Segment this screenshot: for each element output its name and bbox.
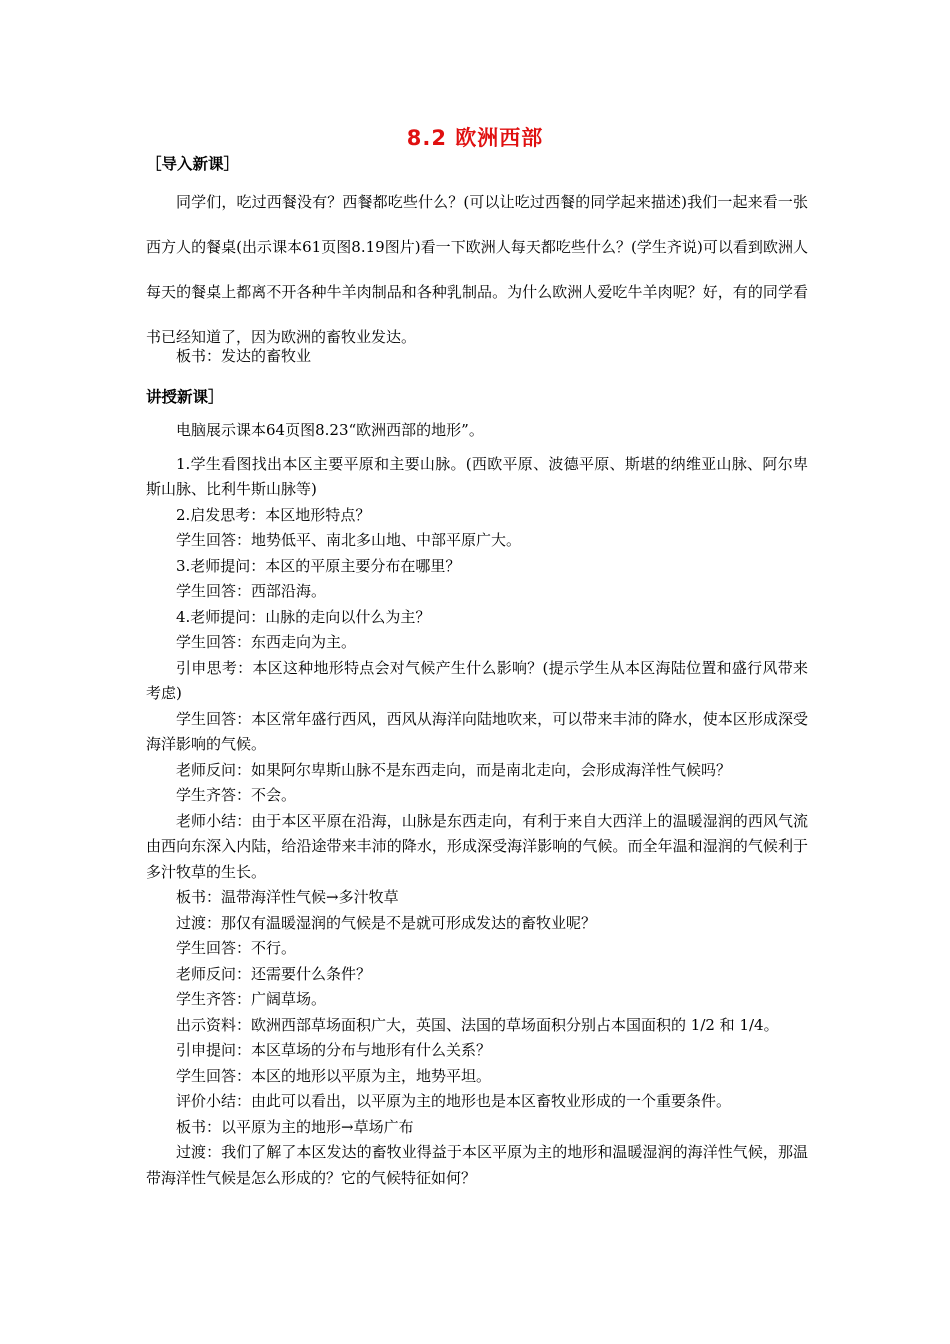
lecture-line: 引申思考：本区这种地形特点会对气候产生什么影响？(提示学生从本区海陆位置和盛行风带来考虑)	[146, 658, 808, 702]
lecture-line: 学生回答：东西走向为主。	[176, 633, 357, 651]
lecture-body	[146, 418, 808, 1191]
lecture-line: 学生齐答：不会。	[176, 786, 297, 804]
intro-section	[146, 180, 808, 360]
lecture-line: 学生回答：不行。	[176, 939, 297, 957]
lecture-line: 过渡：那仅有温暖湿润的气候是不是就可形成发达的畜牧业呢？	[176, 913, 597, 932]
lecture-line: 老师反问：如果阿尔卑斯山脉不是东西走向，而是南北走向，会形成海洋性气候吗？	[176, 760, 732, 779]
lecture-line: 老师小结：由于本区平原在沿海，山脉是东西走向，有利于来自大西洋上的温暖湿润的西风气流由西向东深入内陆，给沿途带来丰沛的降水，形成深受海洋影响的气候。而全年温和湿润的气候利于多汁牧草的生长。	[146, 811, 808, 881]
lecture-line: 板书：温带海洋性气候→多汁牧草	[176, 888, 399, 906]
lecture-line: 学生齐答：广阔草场。	[176, 990, 327, 1008]
lecture-line: 4.老师提问：山脉的走向以什么为主？	[176, 607, 431, 626]
page-title: 8.2 欧洲西部	[406, 126, 544, 150]
lecture-line: 出示资料：欧洲西部草场面积广大，英国、法国的草场面积分别占本国面积的 1/2 和 1/4。	[176, 1015, 779, 1034]
lecture-line: 老师反问：还需要什么条件？	[176, 964, 372, 983]
lecture-line: 引申提问：本区草场的分布与地形有什么关系？	[176, 1041, 492, 1059]
intro-paragraph: 同学们，吃过西餐没有？西餐都吃些什么？(可以让吃过西餐的同学起来描述)我们一起来看一张西方人的餐桌(出示课本61页图8.19图片)看一下欧洲人每天都吃些什么？(学生齐说)可以看到欧洲人每天的餐桌上都离不开各种牛羊肉制品和各种乳制品。为什么欧洲人爱吃牛羊肉呢？好，有的同学看书已经知道了，因为欧洲的畜牧业发达。	[146, 193, 808, 346]
lecture-line: 评价小结：由此可以看出，以平原为主的地形也是本区畜牧业形成的一个重要条件。	[176, 1092, 732, 1110]
lecture-line: 电脑展示课本64页图8.23“欧洲西部的地形”。	[176, 421, 484, 439]
section-heading-lecture: 讲授新课］	[146, 388, 224, 406]
lecture-line: 1.学生看图找出本区主要平原和主要山脉。(西欧平原、波德平原、斯堪的纳维亚山脉、阿尔卑斯山脉、比利牛斯山脉等)	[146, 454, 808, 498]
lecture-line: 过渡：我们了解了本区发达的畜牧业得益于本区平原为主的地形和温暖湿润的海洋性气候，那温带海洋性气候是怎么形成的？它的气候特征如何？	[146, 1143, 808, 1187]
lecture-line: 3.老师提问：本区的平原主要分布在哪里？	[176, 556, 461, 575]
lecture-line: 学生回答：西部沿海。	[176, 582, 327, 600]
lecture-line: 板书：以平原为主的地形→草场广布	[176, 1117, 414, 1136]
lecture-line: 学生回答：本区的地形以平原为主，地势平坦。	[176, 1066, 492, 1085]
lecture-line: 2.启发思考：本区地形特点？	[176, 505, 371, 524]
board-note: 板书：发达的畜牧业	[176, 347, 312, 365]
lecture-line: 学生回答：本区常年盛行西风，西风从海洋向陆地吹来，可以带来丰沛的降水，使本区形成深受海洋影响的气候。	[146, 709, 808, 753]
section-heading-intro: ［导入新课］	[146, 155, 240, 173]
lecture-line: 学生回答：地势低平、南北多山地、中部平原广大。	[176, 531, 522, 549]
